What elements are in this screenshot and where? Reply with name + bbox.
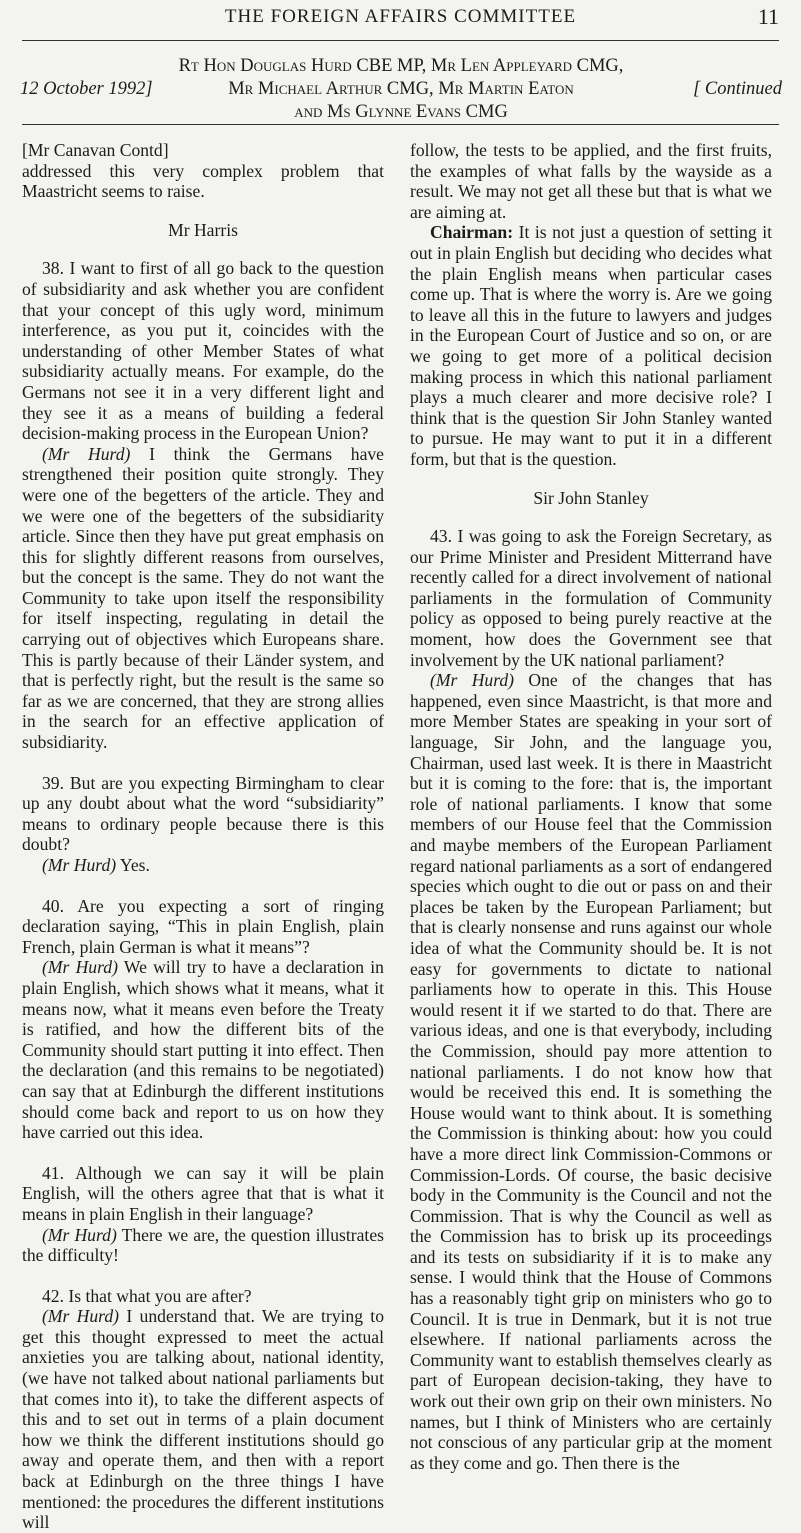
chairman-remark [410, 222, 772, 469]
answer-text: I think the Germans have strengthened their position quite strongly. They were one of the begetters of the article. They and we were one of the begetters of the subsidiarity article. Since then they have put great emphasis on this for slightly different reasons from ourselves, but the concept is the same. They do not want the Community to take upon itself the responsibility for itself inspecting, regulating in detail the carrying out of objectives which Europeans share. This is partly because of their Länder system, and that is perfectly right, but the result is the same so far as we are concerned, that they are strong allies in the search for an effective application of subsidiarity. [22, 443, 384, 753]
speaker-label: (Mr Hurd) [42, 443, 131, 464]
running-title: THE FOREIGN AFFAIRS COMMITTEE [224, 6, 577, 27]
question-43: 43. I was going to ask the Foreign Secretary, as our Prime Minister and President Mitterrand have recently called for a direct involvement of national parliaments in the formulation of Community policy as opposed to being purely reactive at the moment, how does the Government see that involvement by the UK national parliament? [410, 526, 772, 670]
right-column [410, 140, 772, 1473]
remark-text: It is not just a question of setting it out in plain English but deciding who decides what the plain English means when particular cases come up. That is where the worry is. Are we going to leave all this in the future to lawyers and judges in the European Court of Justice and so on, or are we going to get more of a political decision making process in which this national parliament plays a much clearer and more decisive role? I think that is the question Sir John Stanley wanted to pursue. He may want to put it in a different form, but that is the question. [410, 222, 772, 469]
speaker-label: (Mr Hurd) [42, 957, 118, 978]
witness-rule [22, 124, 779, 125]
continued-marker: [ Continued [693, 79, 782, 99]
left-column [22, 140, 384, 1533]
carry-text: addressed this very complex problem that Maastricht seems to raise. [22, 160, 384, 202]
answer-41 [22, 1225, 384, 1266]
answer-42 [22, 1306, 384, 1533]
speaker-label: Chairman: [430, 222, 514, 243]
answer-40 [22, 957, 384, 1142]
answer-text: Yes. [119, 855, 150, 875]
witness-line-3: and Ms Glynne Evans CMG [294, 102, 508, 122]
session-date: 12 October 1992] [20, 79, 153, 99]
answer-39 [22, 855, 384, 876]
running-head [0, 4, 801, 30]
question-40: 40. Are you expecting a sort of ringing declaration saying, “This in plain English, plain French, plain German is what it means”? [22, 895, 384, 957]
witness-block [20, 56, 782, 122]
answer-text: One of the changes that has happened, even since Maastricht, is that more and more Member States are speaking in your sort of language, Sir John, and the language you, Chairman, used last week. It is there in Maastricht but it is coming to the fore: that is, the important role of national parliaments. I know that some members of our House feel that the Commission and maybe members of the European Parliament regard national parliaments as a sort of endangered species which ought to die out or pass on and their places be taken by the European Parliament; but that is clearly nonsense and runs against our whole idea of what the Community should be. It is not easy for governments to dictate to national parliaments how to operate in this. This House would resent it if we started to do that. There are various ideas, and one is that everybody, including the Commission, should pay more attention to national parliaments. I do not know how that would be received this end. It is something the House would want to think about. It is something the Commission is thinking about: how you could have a more direct link Commission-Commons or Commission-Lords. Of course, the basic decisive body in the Community is the Council and not the Commission. That is why the Council as well as the Commission has to brisk up its proceedings and its tests on subsidiarity if it is to make any sense. I would think that the House of Commons has a reasonably tight grip on ministers who go to Council. It is true in Denmark, but it is not true elsewhere. If national parliaments across the Community want to establish themselves clearly as part of European decision-taking, they have to work out their own grip on their own ministers. No names, but I think of Ministers who are certainly not conscious of any particular grip at the moment as they come and go. Then there is the [410, 670, 772, 1473]
answer-text: I understand that. We are trying to get this thought expressed to meet the actual anxieties you are talking about, national identity, (we have not talked about national parliaments but that comes into it), to take the different aspects of this and to set out in terms of a plain document how we think the different institutions should go away and operate them, and then with a report back at Edinburgh on the three things I have mentioned: the procedures the different institutions will [22, 1306, 384, 1533]
witness-line-2: Mr Michael Arthur CMG, Mr Martin Eaton [228, 79, 574, 99]
answer-text: We will try to have a declaration in plain English, which shows what it means, what it means now, what it means even before the Treaty is ratified, and how the different bits of the Community should start putting it into effect. Then the declaration (and this remains to be negotiated) can say that at Edinburgh the different institutions should come back and report to us on how they have carried out this idea. [22, 957, 384, 1143]
question-41: 41. Although we can say it will be plain English, will the others agree that that is what it means in plain English in their language? [22, 1162, 384, 1224]
speaker-label: (Mr Hurd) [430, 670, 515, 691]
speaker-label: (Mr Hurd) [42, 855, 117, 875]
page-number: 11 [757, 4, 779, 29]
question-39: 39. But are you expecting Birmingham to clear up any doubt about what the word “subsidiarity” means to ordinary people because there is this doubt? [22, 772, 384, 855]
witness-line-1: Rt Hon Douglas Hurd CBE MP, Mr Len Appleyard CMG, [178, 56, 624, 76]
answer-43 [410, 670, 772, 1473]
answer-42-continued: follow, the tests to be applied, and the first fruits, the examples of what falls by the wayside as a result. We may not get all these but that is what we are aiming at. [410, 140, 772, 222]
answer-text: There we are, the question illustrates the difficulty! [22, 1224, 384, 1266]
continued-speaker: [Mr Canavan Contd] [22, 140, 169, 160]
speaker-label: (Mr Hurd) [42, 1306, 120, 1327]
header-rule [22, 40, 779, 41]
question-38: 38. I want to first of all go back to the question of subsidiarity and ask whether you are confident that your concept of this ugly word, minimum interference, as you put it, coincides with the understanding of other Member States of what subsidiarity actually means. For example, do the Germans not see it in a very different light and they see it as a means of building a federal decision-making process in the European Union? [22, 258, 384, 444]
speaker-label: (Mr Hurd) [42, 1224, 117, 1245]
speaker-heading: Mr Harris [168, 219, 238, 240]
speaker-heading: Sir John Stanley [533, 487, 649, 508]
question-42: 42. Is that what you are after? [42, 1285, 252, 1306]
answer-38 [22, 444, 384, 753]
